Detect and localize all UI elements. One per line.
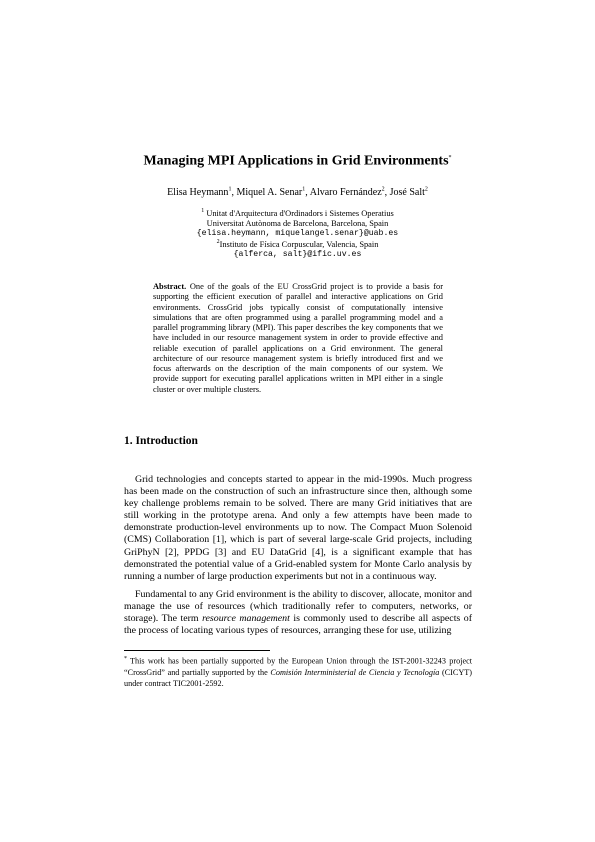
author-name: Elisa Heymann (167, 187, 229, 198)
affil-mark: 1 (201, 208, 205, 215)
author-affil-mark: 2 (424, 186, 428, 193)
footnote-text: This work has been partially supported by the European Union through the IST-2001-32243 project “CrossGrid” and partially supported by the (124, 656, 472, 677)
author-name: Miquel A. Senar (236, 187, 303, 198)
footnote-text: (CICYT) under contract TIC2001-2592. (124, 667, 473, 688)
author-affil-mark: 1 (228, 186, 232, 193)
paper-title-text: Managing MPI Applications in Grid Environments (143, 153, 449, 169)
footnote-mark: * (124, 656, 127, 662)
affiliation-1-email: {elisa.heymann, miquelangel.senar}@uab.es (196, 229, 399, 239)
abstract-text: One of the goals of the EU CrossGrid project is to provide a basis for supporting the efficient execution of parallel and interactive applications on Grid environments. CrossGrid jobs typically consist of computationally intensive simulations that are often programmed using a parallel programming model and a parallel programming library (MPI). This paper describes the key components that we have included in our resource management system in order to provide effective and reliable execution of parallel applications on a Grid environment. The general architecture of our resource management system is briefly introduced first and we focus afterwards on the description of the main components of our system. We provide support for executing parallel applications written in MPI either in a single cluster or over multiple clusters. (153, 282, 444, 394)
author-affil-mark: 1 (302, 186, 306, 193)
paragraph-text: is commonly used to describe all aspects of the process of locating various types of resources, arranging these for use, utilizing (124, 613, 473, 637)
footnote-divider (124, 650, 270, 651)
footnote-agency: Comisión Interministerial de Ciencia y Tecnología (270, 667, 440, 677)
author-list (0, 186, 595, 199)
intro-paragraph-2 (124, 589, 472, 637)
abstract-label: Abstract. (153, 282, 187, 291)
affiliations (0, 209, 595, 260)
affiliation-2-institute: Instituto de Física Corpuscular, Valencia, Spain (219, 239, 379, 249)
affil-mark: 2 (216, 238, 220, 245)
author-name: José Salt (389, 187, 425, 198)
paragraph-text: Fundamental to any Grid environment is the ability to discover, allocate, monitor and manage the use of resources (which traditionally refer to computers, networks, or storage). The term (124, 589, 472, 625)
affiliation-1-university: Universitat Autònoma de Barcelona, Barcelona, Spain (206, 219, 389, 229)
author-affil-mark: 2 (381, 186, 385, 193)
section-heading-introduction: 1. Introduction (124, 435, 198, 447)
title-footnote-mark: * (448, 155, 452, 161)
author-name: Alvaro Fernández (309, 187, 382, 198)
emphasized-term: resource management (202, 613, 290, 625)
affiliation-2 (0, 240, 595, 250)
intro-paragraph-1: Grid technologies and concepts started to appear in the mid-1990s. Much progress has been made on the construction of such an infrastructure since then, although some key challenge problems remain to be solved. There are many Grid initiatives that are still working in the prototype arena. And only a few attempts have been made to demonstrate production-level environments up to now. The Compact Muon Solenoid (CMS) Collaboration [1], which is part of several large-scale Grid projects, including GriPhyN [2], PPDG [3] and EU DataGrid [4], is a significant example that has demonstrated the potential value of a Grid-enabled system for Monte Carlo analysis by running a number of large production experiments but not in a continuous way. (124, 474, 472, 582)
author-separator: , (305, 187, 310, 198)
author-separator: , (384, 187, 390, 198)
paper-title (0, 149, 595, 171)
author-separator: , (231, 187, 237, 198)
footnote (124, 654, 472, 689)
affiliation-1 (0, 209, 595, 219)
affiliation-2-email: {alferca, salt}@ific.uv.es (233, 249, 362, 259)
affiliation-1-dept: Unitat d'Arquitectura d'Ordinadors i Sistemes Operatius (206, 209, 394, 218)
abstract (153, 282, 443, 395)
